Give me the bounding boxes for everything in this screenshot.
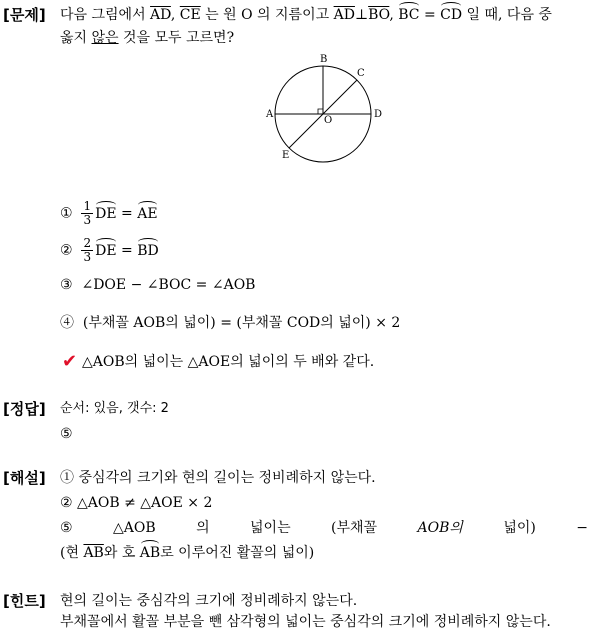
option-2: ② $\frac{2}{3}$ DE = BD xyxy=(60,236,159,264)
option-1: ① $\frac{1}{3}$ DE = AE xyxy=(60,199,158,227)
segment-BO: $\overline{BO}$ xyxy=(368,7,390,23)
answer-line-1: 순서: 있음, 갯수: 2 xyxy=(60,401,169,416)
explanation-line-2: ② △AOB ≠ △AOE × 2 xyxy=(60,495,213,511)
arc-AE: AE xyxy=(137,205,158,222)
arc-DE-2: DE xyxy=(95,242,117,259)
segment-CE: $\overline{CE}$ xyxy=(179,7,201,23)
check-mark-icon: ✔ xyxy=(62,351,78,372)
option-4: ④ (부채꼴 AOB의 넓이) = (부채꼴 COD의 넓이) × 2 xyxy=(60,315,401,331)
circle-figure xyxy=(262,52,392,164)
arc-AB: AB xyxy=(139,545,161,561)
chord-AB: $\overline{AB}$ xyxy=(83,545,104,561)
point-D: D xyxy=(374,109,383,120)
point-C: C xyxy=(357,68,365,79)
arc-BD: BD xyxy=(137,242,159,259)
question-line-1: 다음 그림에서 $\overline{AD}$, $\overline{CE}$ 는 원 O 의 지름이고 $\overline{AD}\perp\overline{BO}$, BC = CD 일 때, 다음 중 xyxy=(60,7,552,23)
segment-AD-2: $\overline{AD}$ xyxy=(333,7,355,23)
question-line-2: 옳지 않은 것을 모두 고르면? xyxy=(60,30,235,46)
hint-line-2: 부채꼴에서 활꼴 부분을 뺀 삼각형의 넓이는 중심각의 크기에 정비례하지 않는다. xyxy=(60,614,551,630)
arc-CD: CD xyxy=(440,7,463,23)
hint-line-1: 현의 길이는 중심각의 크기에 정비례하지 않는다. xyxy=(60,593,358,609)
right-angle-mark xyxy=(318,109,323,114)
point-A: A xyxy=(266,109,274,120)
arc-DE: DE xyxy=(95,205,117,222)
explanation-line-4: (현 $\overline{AB}$와 호 AB로 이루어진 활꼴의 넓이) xyxy=(60,545,315,561)
problem-label: [문제] xyxy=(3,6,46,24)
segment-AD: $\overline{AD}$ xyxy=(150,7,171,23)
arc-BC: BC xyxy=(398,7,420,23)
hint-label: [힌트] xyxy=(3,592,46,610)
answer-label: [정답] xyxy=(3,400,46,418)
fraction-1-3: $\frac{1}{3}$ xyxy=(83,199,92,227)
point-E: E xyxy=(282,150,290,161)
explanation-line-3: ⑤ △AOB 의 넓이는 (부채꼴 AOB의 넓이) − xyxy=(60,520,588,536)
answer-line-2: ⑤ xyxy=(60,426,73,442)
point-B: B xyxy=(320,54,328,65)
option-3: ③ ∠DOE − ∠BOC = ∠AOB xyxy=(60,277,256,293)
explanation-line-1: ① 중심각의 크기와 현의 길이는 정비례하지 않는다. xyxy=(60,470,376,486)
option-5: △AOB의 넓이는 △AOE의 넓이의 두 배와 같다. xyxy=(82,354,375,370)
explanation-label: [해설] xyxy=(3,469,46,487)
point-O: O xyxy=(324,115,333,126)
underlined-not: 않은 xyxy=(91,30,119,46)
fraction-2-3: $\frac{2}{3}$ xyxy=(83,236,92,264)
